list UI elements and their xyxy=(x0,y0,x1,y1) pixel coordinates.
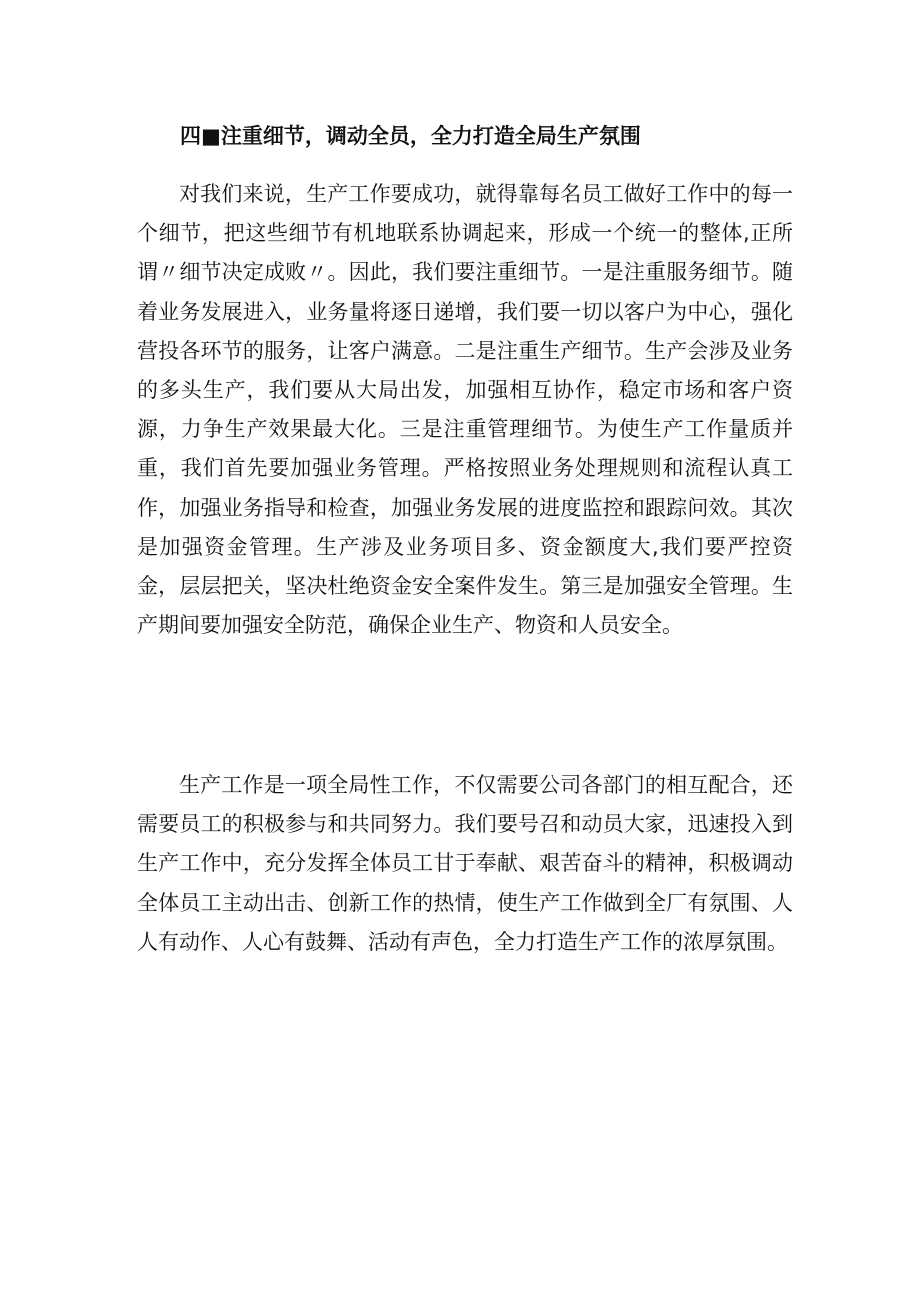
body-paragraph-details: 对我们来说，生产工作要成功，就得靠每名员工做好工作中的每一个细节，把这些细节有机地联系协调起来，形成一个统一的整体,正所谓〃细节决定成败〃。因此，我们要注重细节。一是注重服务细节。随着业务发展进入，业务量将逐日递增，我们要一切以客户为中心，强化营投各环节的服务，让客户满意。二是注重生产细节。生产会涉及业务的多头生产，我们要从大局出发，加强相互协作，稳定市场和客户资源，力争生产效果最大化。三是注重管理细节。为使生产工作量质并重，我们首先要加强业务管理。严格按照业务处理规则和流程认真工作，加强业务指导和检查，加强业务发展的进度监控和跟踪问效。其次是加强资金管理。生产涉及业务项目多、资金额度大,我们要严控资金，层层把关，坚决杜绝资金安全案件发生。第三是加强安全管理。生产期间要加强安全防范，确保企业生产、物资和人员安全。 xyxy=(137,182,793,638)
section-heading: 四■注重细节，调动全员，全力打造全局生产氛围 xyxy=(180,124,641,148)
body-paragraph-participation: 生产工作是一项全局性工作，不仅需要公司各部门的相互配合，还需要员工的积极参与和共同努力。我们要号召和动员大家，迅速投入到生产工作中，充分发挥全体员工甘于奉献、艰苦奋斗的精神，积极调动全体员工主动出击、创新工作的热情，使生产工作做到全厂有氛围、人人有动作、人心有鼓舞、活动有声色，全力打造生产工作的浓厚氛围。 xyxy=(137,773,793,954)
